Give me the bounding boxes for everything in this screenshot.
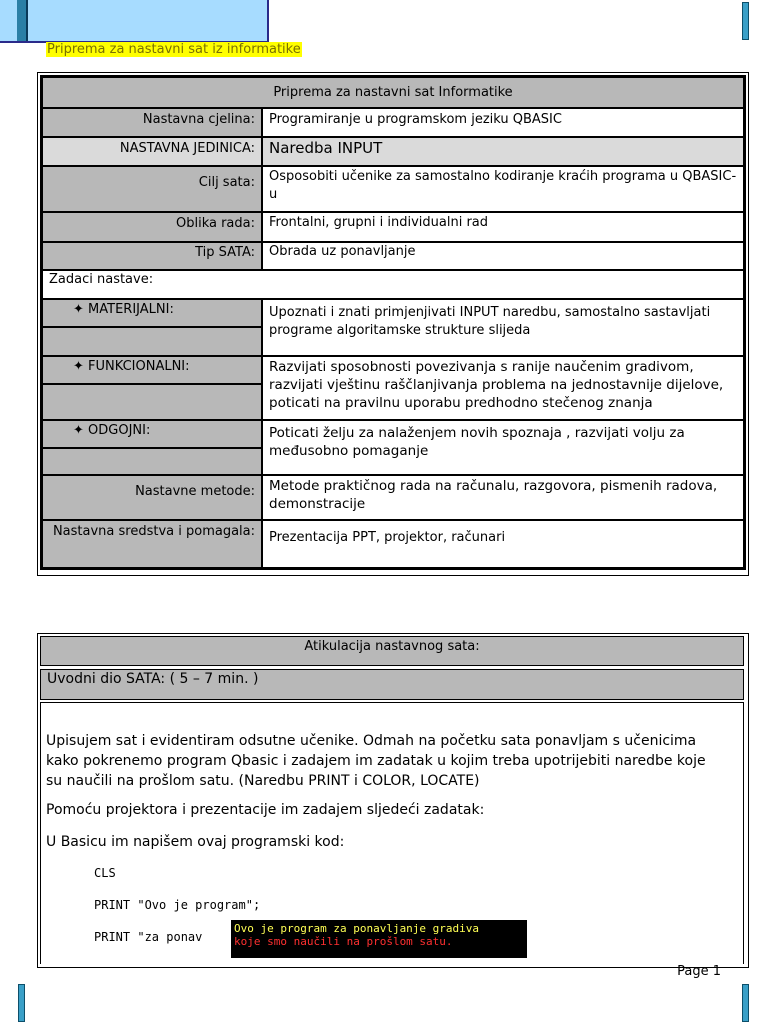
code-line-1: CLS [94,866,116,880]
cilj-value: Osposobiti učenike za samostalno kodiranje kraćih programa u QBASIC-u [262,166,744,212]
paragraph-1: Upisujem sat i evidentiram odsutne učenike. Odmah na početku sata ponavljam s učenicima kako pokrenemo program Qbasic i zadajem im zadatak u kojim treba upotrijebiti naredbe koje su naučili na prošlom satu. (Naredbu PRINT i COLOR, LOCATE) [46,733,706,789]
oblika-label: Oblika rada: [42,212,262,242]
bullet-icon: ✦ [73,359,84,374]
header-decoration-box [0,0,269,43]
zadaci-label: Zadaci nastave: [42,270,744,299]
plan-title: Priprema za nastavni sat Informatike [42,77,744,108]
code-line-3: PRINT "za ponav [94,930,203,944]
metode-label: Nastavne metode: [42,475,262,520]
header-decoration-bar [17,0,28,41]
corner-decoration-bottom-right [742,984,749,1022]
cjelina-label: Nastavna cjelina: [42,108,262,137]
sredstva-label: Nastavna sredstva i pomagala: [42,520,262,568]
tip-value: Obrada uz ponavljanje [262,242,744,270]
oblika-value: Frontalni, grupni i individualni rad [262,212,744,242]
metode-value: Metode praktičnog rada na računalu, razgovora, pismenih radova, demonstracije [262,475,744,520]
highlighted-title: Priprema za nastavni sat iz informatike [47,42,301,57]
bullet-icon: ✦ [73,302,84,317]
artikulacija-title: Atikulacija nastavnog sata: [40,636,744,666]
funkcionalni-spacer [42,384,262,420]
jedinica-label: NASTAVNA JEDINICA: [42,137,262,166]
funkcionalni-value: Razvijati sposobnosti povezivanja s ranije naučenim gradivom, razvijati vještinu raščlanjivanja problema na jednostavnije dijelove, poticati na pravilnu uporabu predhodno stečenog znanja [262,356,744,420]
odgojni-value: Poticati želju za nalaženjem novih spoznaja , razvijati volju za međusobno pomaganje [262,420,744,475]
odgojni-label: ✦ ODGOJNI: [42,420,262,448]
corner-decoration-bottom-left [18,984,25,1022]
sredstva-value: Prezentacija PPT, projektor, računari [262,520,744,568]
cilj-label: Cilj sata: [42,166,262,212]
page-number: Page 1 [677,964,721,979]
bullet-icon: ✦ [73,423,84,438]
screen-line-2: koje smo naučili na prošlom satu. [234,935,453,948]
jedinica-value: Naredba INPUT [262,137,744,166]
materijalni-label: ✦ MATERIJALNI: [42,299,262,327]
uvodni-header: Uvodni dio SATA: ( 5 – 7 min. ) [40,669,744,700]
paragraph-2: Pomoću projektora i prezentacije im zadajem sljedeći zadatak: [46,802,485,818]
tip-label: Tip SATA: [42,242,262,270]
screen-line-1: Ovo je program za ponavljanje gradiva [234,922,480,935]
code-line-2: PRINT "Ovo je program"; [94,898,261,912]
funkcionalni-label: ✦ FUNKCIONALNI: [42,356,262,384]
paragraph-3: U Basicu im napišem ovaj programski kod: [46,834,345,850]
plan-table [40,75,746,570]
cjelina-value: Programiranje u programskom jeziku QBASIC [262,108,744,137]
qbasic-output-screen [231,920,527,958]
materijalni-value: Upoznati i znati primjenjivati INPUT naredbu, samostalno sastavljati programe algoritamske strukture slijeda [262,299,744,356]
corner-decoration-top-right [742,2,749,40]
materijalni-spacer [42,327,262,356]
odgojni-spacer [42,448,262,475]
